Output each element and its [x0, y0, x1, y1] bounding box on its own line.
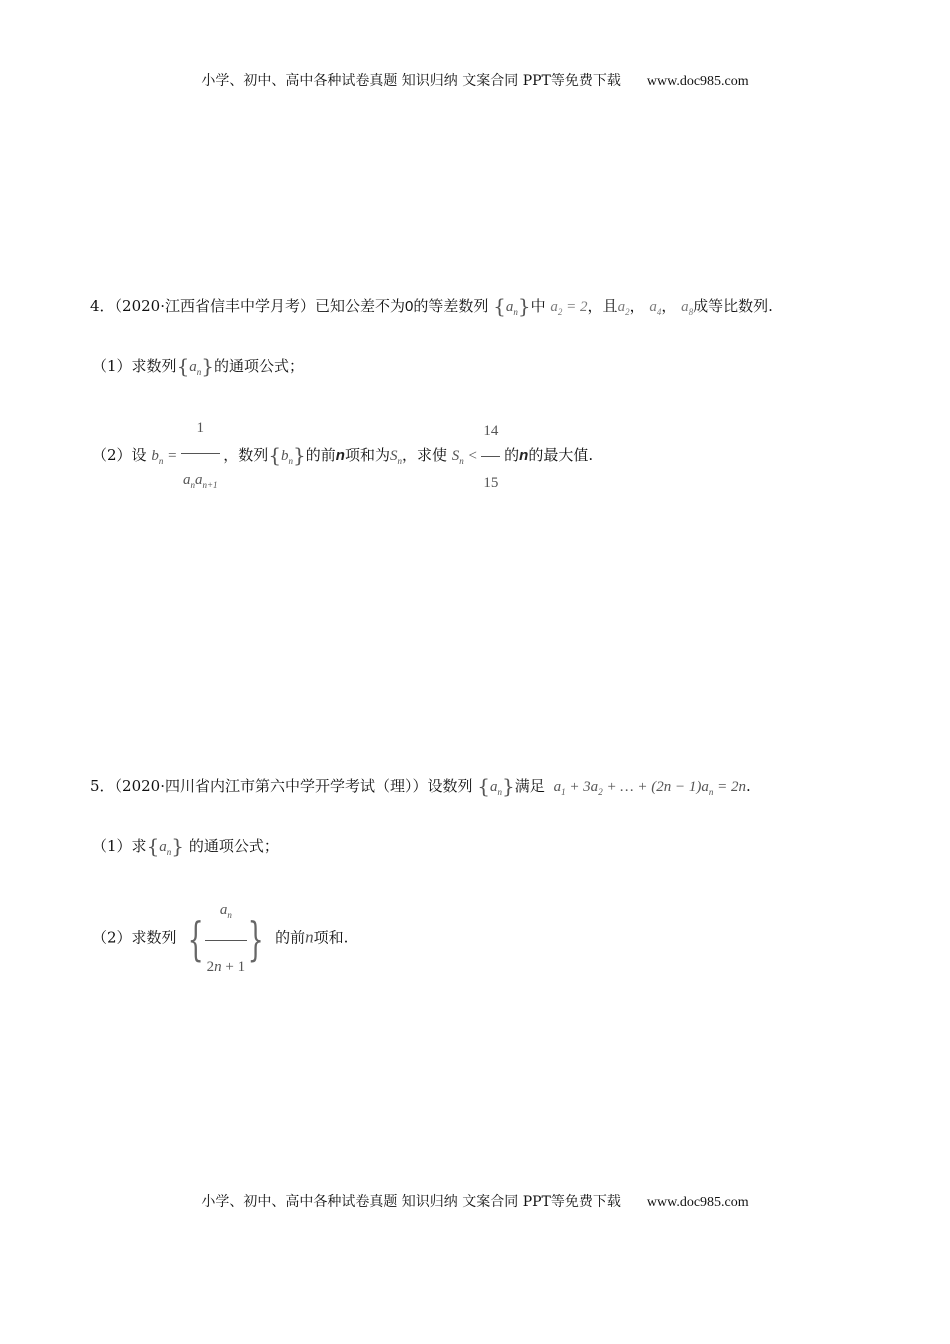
- q4-part2-text-b: ，数列: [223, 445, 269, 464]
- q4-inequality: $S_n$ < $\frac{14}{15}$: [452, 448, 504, 464]
- q4-part2-text-e: ，求使: [401, 445, 447, 464]
- q4-comma-1: ，: [629, 297, 645, 315]
- q4-part2-text-c: 的前: [305, 445, 336, 464]
- q4-stem-text-d: ，且: [587, 297, 618, 315]
- footer-site[interactable]: www.doc985.com: [646, 1195, 749, 1210]
- q5-part1: [92, 836, 279, 862]
- q4-part2-text-a: 设: [131, 445, 147, 464]
- q4-eq-a2: $a_2 = 2$: [550, 299, 588, 317]
- q5-stem-text-b: 满足: [514, 777, 545, 795]
- q5-part2-text-b: 的前: [275, 928, 306, 947]
- header-text: 小学、初中、高中各种试卷真题 知识归纳 文案合同 PPT等免费下载: [201, 73, 621, 89]
- q4-part1: [92, 356, 304, 382]
- q4-part2: [92, 404, 593, 509]
- q4-part2-text-f: 的: [504, 445, 520, 464]
- q4-number: 4．: [90, 297, 115, 315]
- q4-part1-text-b: 的通项公式；: [214, 357, 305, 375]
- q4-a2: $a_2$: [617, 299, 630, 317]
- q4-part2-n: n: [335, 446, 345, 464]
- q4-ineq-fraction: $\frac{14}{15}$: [481, 407, 500, 507]
- q5-right-brace: }: [247, 911, 264, 966]
- q5-number: 5．: [90, 777, 115, 795]
- q4-stem-text-a: 已知公差不为: [315, 297, 406, 315]
- q5-part1-label: （1）: [92, 837, 132, 855]
- q4-stem: [90, 296, 773, 322]
- q5-part1-text-a: 求: [131, 837, 147, 855]
- q4-zero: 0: [405, 298, 414, 315]
- q4-sn: $S_n$: [389, 447, 402, 466]
- q4-bn-fraction: $\frac{1}{a_na_{n+1}}$: [181, 404, 220, 509]
- q4-comma-2: ，: [661, 297, 677, 315]
- q5-fraction: $\frac{a_n}{2n + 1}$: [205, 886, 247, 991]
- q4-stem-text-e: 成等比数列.: [693, 297, 773, 315]
- q5-part1-text-b: 的通项公式；: [188, 837, 279, 855]
- q5-seq-an: $\{a_n\}$: [477, 774, 515, 798]
- q5-left-brace: {: [187, 911, 205, 966]
- q5-stem-end: .: [746, 777, 751, 795]
- q4-part2-text-g: 的最大值.: [528, 445, 594, 464]
- page-header: [0, 70, 950, 90]
- page-footer: [0, 1191, 950, 1211]
- q4-part2-text-d: 项和为: [344, 445, 390, 464]
- q5-part2-text-c: 项和.: [313, 928, 349, 947]
- q5-part2-label: （2）: [92, 928, 132, 947]
- header-site[interactable]: www.doc985.com: [646, 74, 749, 89]
- q5-source: （2020·四川省内江市第六中学开学考试（理））: [114, 777, 428, 795]
- q4-a8: $a_8$: [681, 299, 694, 317]
- q4-bn-def: $b_n$ = $\frac{1}{a_na_{n+1}}$: [151, 448, 223, 464]
- q4-part1-text-a: 求数列: [131, 357, 177, 375]
- q5-part1-seq: $\{a_n\}$: [146, 834, 185, 858]
- q4-bn-seq: $\{b_n\}$: [268, 442, 306, 467]
- q4-part2-n-2: n: [519, 446, 529, 464]
- q4-source: （2020·江西省信丰中学月考）: [114, 297, 315, 315]
- q5-part2-text-a: 求数列: [131, 928, 177, 947]
- q4-stem-text-b: 的等差数列: [413, 297, 489, 315]
- q4-part1-label: （1）: [92, 357, 132, 375]
- q4-part1-seq: $\{a_n\}$: [176, 354, 215, 378]
- q5-part2-n: n: [305, 927, 314, 947]
- q4-part2-label: （2）: [92, 445, 132, 464]
- footer-text: 小学、初中、高中各种试卷真题 知识归纳 文案合同 PPT等免费下载: [201, 1194, 621, 1210]
- q4-a4: $a_4$: [649, 299, 662, 317]
- q4-seq-an: $\{a_n\}$: [493, 294, 531, 318]
- q5-condition: $a_1 + 3a_2$ + … + $(2n - 1)a_n = 2n$: [553, 779, 747, 797]
- q4-stem-text-c: 中: [530, 297, 546, 315]
- q5-stem-text-a: 设数列: [427, 777, 473, 795]
- q5-part2: [92, 886, 348, 991]
- q5-stem: [90, 776, 751, 802]
